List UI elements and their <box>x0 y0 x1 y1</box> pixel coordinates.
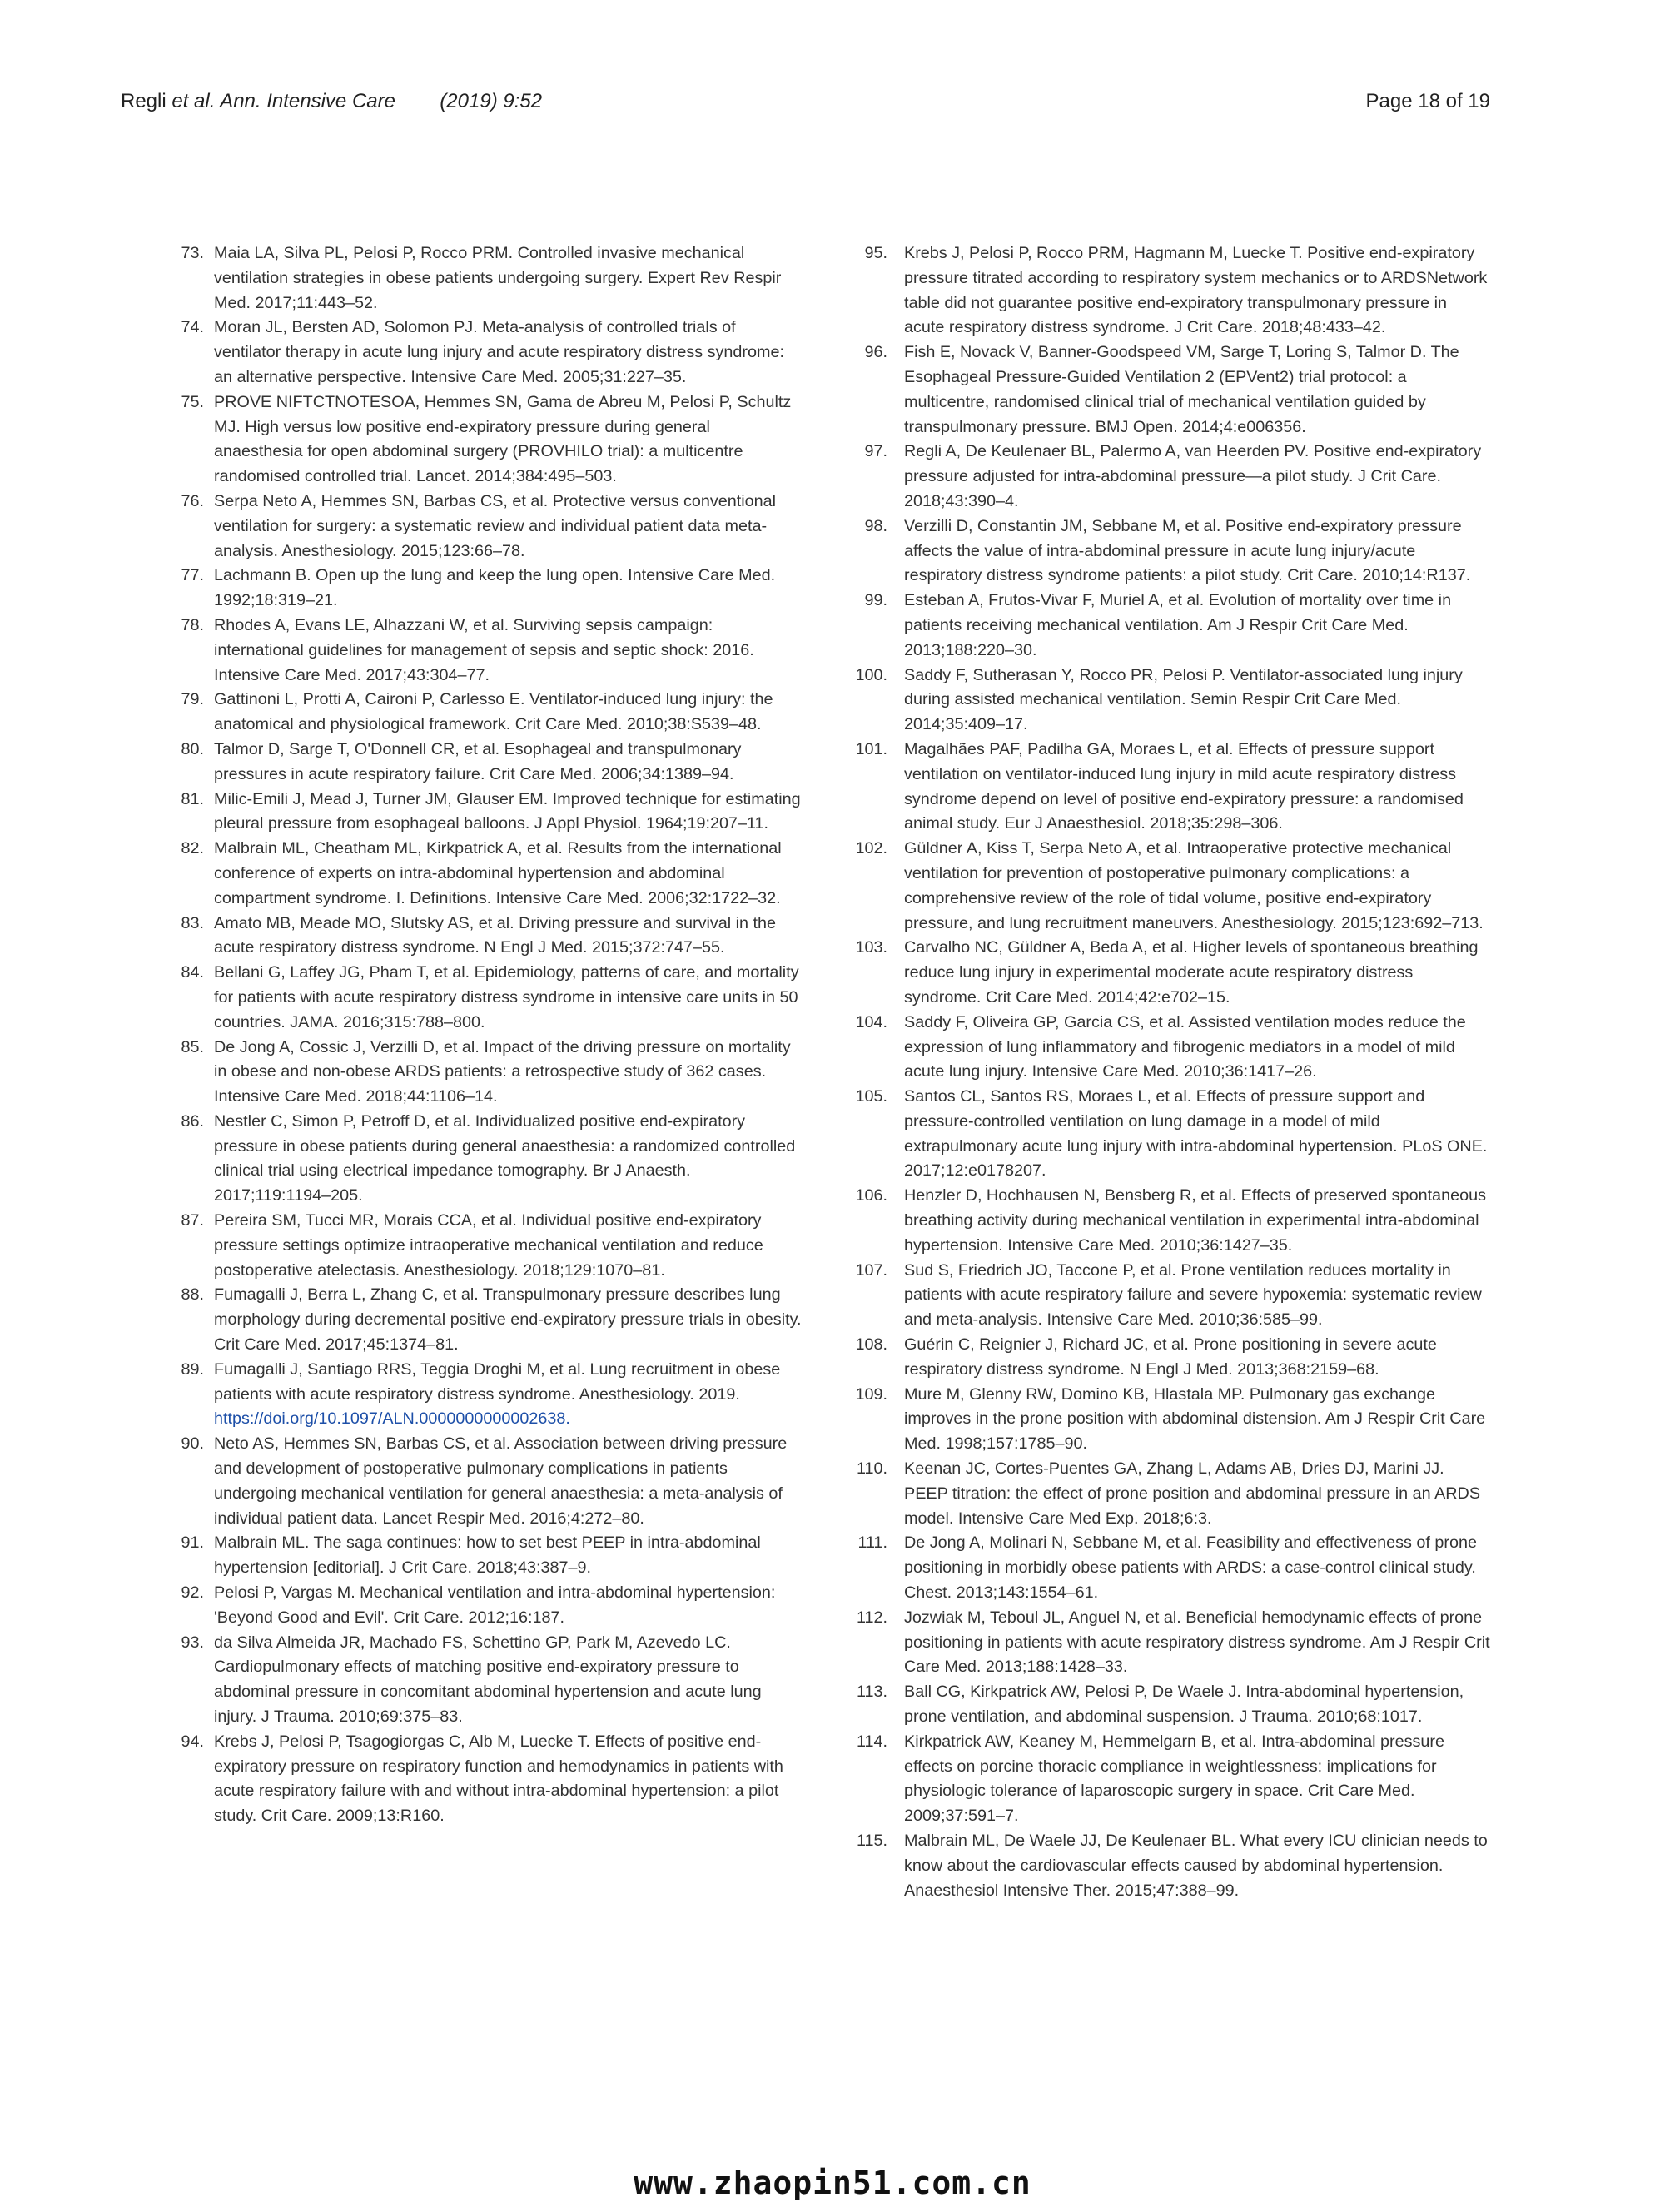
reference-number: 94. <box>181 1732 204 1751</box>
reference-item <box>857 1259 1490 1333</box>
reference-number: 81. <box>181 789 204 808</box>
reference-number: 112. <box>856 1608 887 1627</box>
reference-number: 75. <box>181 392 204 411</box>
reference-item <box>171 1036 803 1110</box>
reference-number: 96. <box>864 343 887 362</box>
reference-number: 93. <box>181 1633 204 1652</box>
reference-item <box>171 912 803 962</box>
reference-text: Pelosi P, Vargas M. Mechanical ventilation and intra-abdominal hypertension: 'Beyond Good and Evil'. Crit Care. 2012;16:187. <box>214 1583 776 1627</box>
reference-item <box>171 614 803 688</box>
reference-item <box>171 1283 803 1357</box>
reference-text: Verzilli D, Constantin JM, Sebbane M, et al. Positive end-expiratory pressure affects the value of intra-abdominal pressure in acute lung injury/acute respiratory distress syndrome patients: a pilot study. Crit Care. 2010;14:R137. <box>904 516 1471 585</box>
reference-text: Moran JL, Bersten AD, Solomon PJ. Meta-analysis of controlled trials of ventilator therapy in acute lung injury and acute respiratory distress syndrome: an alternative perspective. Intensive Care Med. 2005;31:227–35. <box>214 318 784 386</box>
reference-text: da Silva Almeida JR, Machado FS, Schettino GP, Park M, Azevedo LC. Cardiopulmonary effects of matching positive end-expiratory pressure to abdominal pressure in concomitant abdominal hypertension and acute lung injury. J Trauma. 2010;69:375–83. <box>214 1633 762 1727</box>
reference-text: Pereira SM, Tucci MR, Morais CCA, et al. Individual positive end-expiratory pressure settings optimize intraoperative mechanical ventilation and reduce postoperative atelectasis. Anesthesiology. 2018;129:1070–81. <box>214 1211 763 1280</box>
reference-number: 92. <box>181 1583 204 1603</box>
reference-number: 84. <box>181 963 204 982</box>
reference-item <box>171 1631 803 1730</box>
reference-number: 79. <box>181 690 204 709</box>
reference-text: Talmor D, Sarge T, O'Donnell CR, et al. Esophageal and transpulmonary pressures in acute respiratory failure. Crit Care Med. 2006;34:1389–94. <box>214 739 742 783</box>
page-number: Page 18 of 19 <box>1365 90 1490 112</box>
reference-number: 106. <box>855 1186 887 1205</box>
reference-number: 102. <box>855 839 887 858</box>
reference-item <box>171 1432 803 1531</box>
reference-item <box>857 1680 1490 1730</box>
reference-text: Krebs J, Pelosi P, Tsagogiorgas C, Alb M, Luecke T. Effects of positive end-expiratory pressure on respiratory function and hemodynamics in patients with acute respiratory failure with and without intra-abdominal hypertension: a pilot study. Crit Care. 2009;13:R160. <box>214 1732 783 1826</box>
reference-number: 104. <box>855 1012 887 1031</box>
reference-number: 89. <box>181 1360 204 1379</box>
reference-number: 91. <box>181 1533 204 1553</box>
reference-number: 73. <box>181 244 204 262</box>
reference-text: Güldner A, Kiss T, Serpa Neto A, et al. Intraoperative protective mechanical ventilation for prevention of postoperative pulmonary complications: a comprehensive review of the role of tidal volume, positive end-expiratory pressure, and lung recruitment maneuvers. Anesthesiology. 2015;123:692–713. <box>904 839 1484 932</box>
reference-item <box>857 1011 1490 1085</box>
reference-text: Bellani G, Laffey JG, Pham T, et al. Epidemiology, patterns of care, and mortality for patients with acute respiratory distress syndrome in intensive care units in 50 countries. JAMA. 2016;315:788–800. <box>214 963 799 1031</box>
reference-item <box>857 837 1490 936</box>
reference-item <box>857 1333 1490 1383</box>
reference-item <box>857 589 1490 663</box>
reference-number: 97. <box>864 442 887 461</box>
watermark: www.zhaopin51.com.cn <box>634 2165 1031 2201</box>
reference-number: 98. <box>864 516 887 535</box>
reference-item <box>857 936 1490 1010</box>
reference-item <box>857 1383 1490 1457</box>
reference-item <box>857 1531 1490 1605</box>
reference-item <box>171 688 803 738</box>
reference-text: Rhodes A, Evans LE, Alhazzani W, et al. Surviving sepsis campaign: international guidelines for management of sepsis and septic shock: 2016. Intensive Care Med. 2017;43:304–77. <box>214 615 754 684</box>
reference-number: 90. <box>181 1434 204 1454</box>
reference-number: 82. <box>181 839 204 858</box>
reference-item <box>857 738 1490 837</box>
reference-item <box>171 1209 803 1283</box>
reference-text: Fumagalli J, Santiago RRS, Teggia Droghi M, et al. Lung recruitment in obese patients with acute respiratory distress syndrome. Anesthesiology. 2019. <box>214 1360 781 1404</box>
reference-number: 103. <box>855 938 887 957</box>
reference-number: 76. <box>181 491 204 510</box>
reference-text: Malbrain ML. The saga continues: how to set best PEEP in intra-abdominal hypertension [editorial]. J Crit Care. 2018;43:387–9. <box>214 1533 761 1578</box>
reference-number: 105. <box>855 1087 887 1106</box>
reference-item <box>857 1085 1490 1184</box>
reference-text: Esteban A, Frutos-Vivar F, Muriel A, et al. Evolution of mortality over time in patients receiving mechanical ventilation. Am J Respir Crit Care Med. 2013;188:220–30. <box>904 591 1452 659</box>
reference-number: 108. <box>855 1335 887 1355</box>
reference-text: Mure M, Glenny RW, Domino KB, Hlastala MP. Pulmonary gas exchange improves in the prone position with abdominal distension. Am J Respir Crit Care Med. 1998;157:1785–90. <box>904 1384 1486 1454</box>
reference-number: 83. <box>181 913 204 932</box>
reference-text: PROVE NIFTCTNOTESOA, Hemmes SN, Gama de Abreu M, Pelosi P, Schultz MJ. High versus low positive end-expiratory pressure during general anaesthesia for open abdominal surgery (PROVHILO trial): a multicentre randomised controlled trial. Lancet. 2014;384:495–503. <box>214 392 792 486</box>
reference-number: 77. <box>181 566 204 585</box>
reference-text: Amato MB, Meade MO, Slutsky AS, et al. Driving pressure and survival in the acute respiratory distress syndrome. N Engl J Med. 2015;372:747–55. <box>214 913 777 957</box>
reference-item <box>857 514 1490 589</box>
reference-number: 80. <box>181 739 204 758</box>
reference-item <box>171 738 803 788</box>
reference-text: Neto AS, Hemmes SN, Barbas CS, et al. Association between driving pressure and development of postoperative pulmonary complications in patients undergoing mechanical ventilation for general anaesthesia: a meta-analysis of individual patient data. Lancet Respir Med. 2016;4:272–80. <box>214 1434 788 1528</box>
reference-text: Krebs J, Pelosi P, Rocco PRM, Hagmann M, Luecke T. Positive end-expiratory pressure titrated according to respiratory system mechanics or to ARDSNetwork table did not guarantee positive end-expiratory transpulmonary pressure in acute respiratory distress syndrome. J Crit Care. 2018;48:433–42. <box>904 244 1488 337</box>
reference-item <box>857 1730 1490 1829</box>
reference-text: Ball CG, Kirkpatrick AW, Pelosi P, De Waele J. Intra-abdominal hypertension, prone ventilation, and abdominal suspension. J Trauma. 2010;68:1017. <box>904 1683 1464 1727</box>
reference-text: Henzler D, Hochhausen N, Bensberg R, et al. Effects of preserved spontaneous breathing activity during mechanical ventilation in experimental intra-abdominal hypertension. Intensive Care Med. 2010;36:1427–35. <box>904 1186 1486 1255</box>
reference-text: Milic-Emili J, Mead J, Turner JM, Glauser EM. Improved technique for estimating pleural pressure from esophageal balloons. J Appl Physiol. 1964;19:207–11. <box>214 789 801 833</box>
reference-number: 88. <box>181 1285 204 1305</box>
reference-number: 115. <box>856 1832 887 1850</box>
reference-item <box>171 241 803 316</box>
reference-text: Jozwiak M, Teboul JL, Anguel N, et al. Beneficial hemodynamic effects of prone positioning in patients with acute respiratory distress syndrome. Am J Respir Crit Care Med. 2013;188:1428–33. <box>904 1608 1490 1677</box>
reference-item <box>857 241 1490 340</box>
reference-text: Fumagalli J, Berra L, Zhang C, et al. Transpulmonary pressure describes lung morphology during decremental positive end-expiratory pressure trials in obesity. Crit Care Med. 2017;45:1374–81. <box>214 1285 802 1355</box>
reference-text: Saddy F, Sutherasan Y, Rocco PR, Pelosi P. Ventilator-associated lung injury during assisted mechanical ventilation. Semin Respir Crit Care Med. 2014;35:409–17. <box>904 665 1463 734</box>
reference-item <box>171 961 803 1035</box>
reference-text: Carvalho NC, Güldner A, Beda A, et al. Higher levels of spontaneous breathing reduce lung injury in experimental moderate acute respiratory distress syndrome. Crit Care Med. 2014;42:e702–15. <box>904 938 1479 1007</box>
reference-text: Fish E, Novack V, Banner-Goodspeed VM, Sarge T, Loring S, Talmor D. The Esophageal Pressure-Guided Ventilation 2 (EPVent2) trial protocol: a multicentre, randomised clinical trial of mechanical ventilation guided by transpulmonary pressure. BMJ Open. 2014;4:e006356. <box>904 343 1459 436</box>
reference-number: 107. <box>855 1260 887 1280</box>
references-column-left <box>171 241 803 1829</box>
reference-item <box>171 1358 803 1432</box>
reference-text: Guérin C, Reignier J, Richard JC, et al. Prone positioning in severe acute respiratory distress syndrome. N Engl J Med. 2013;368:2159–68. <box>904 1335 1437 1379</box>
reference-text: Keenan JC, Cortes-Puentes GA, Zhang L, Adams AB, Dries DJ, Marini JJ. PEEP titration: the effect of prone position and abdominal pressure in an ARDS model. Intensive Care Med Exp. 2018;6:3. <box>904 1459 1481 1528</box>
reference-text: De Jong A, Molinari N, Sebbane M, et al. Feasibility and effectiveness of prone positioning in morbidly obese patients with ARDS: a case-control clinical study. Chest. 2013;143:1554–61. <box>904 1533 1477 1603</box>
reference-item <box>171 1531 803 1581</box>
reference-number: 87. <box>181 1211 204 1230</box>
reference-number: 113. <box>856 1683 887 1702</box>
reference-item <box>171 1730 803 1829</box>
reference-number: 101. <box>855 739 887 758</box>
citation-year: (2019) 9:52 <box>440 90 543 112</box>
reference-text: Malbrain ML, De Waele JJ, De Keulenaer BL. What every ICU clinician needs to know about the cardiovascular effects caused by abdominal hypertension. Anaesthesiol Intensive Ther. 2015;47:388–99. <box>904 1832 1488 1900</box>
reference-number: 86. <box>181 1111 204 1131</box>
reference-item <box>857 440 1490 514</box>
citation-journal: et al. Ann. Intensive Care <box>171 90 395 112</box>
reference-item <box>171 490 803 564</box>
reference-item <box>857 1606 1490 1680</box>
references-column-right <box>857 241 1490 1903</box>
reference-number: 99. <box>864 591 887 610</box>
reference-item <box>171 837 803 911</box>
reference-item <box>857 1184 1490 1258</box>
page-header <box>121 90 1490 120</box>
reference-number: 110. <box>856 1459 887 1479</box>
reference-number: 95. <box>864 244 887 262</box>
reference-text: Malbrain ML, Cheatham ML, Kirkpatrick A, et al. Results from the international conference of experts on intra-abdominal hypertension and abdominal compartment syndrome. I. Definitions. Intensive Care Med. 2006;32:1722–32. <box>214 839 782 907</box>
reference-text: Serpa Neto A, Hemmes SN, Barbas CS, et al. Protective versus conventional ventilation for surgery: a systematic review and individual patient data meta-analysis. Anesthesiology. 2015;123:66–78. <box>214 491 777 560</box>
reference-item <box>857 340 1490 440</box>
reference-number: 78. <box>181 615 204 634</box>
reference-doi-link[interactable]: https://doi.org/10.1097/ALN.0000000000002638. <box>214 1409 570 1429</box>
reference-item <box>171 788 803 838</box>
reference-number: 74. <box>181 318 204 337</box>
running-citation <box>121 90 542 113</box>
reference-text: Santos CL, Santos RS, Moraes L, et al. Effects of pressure support and pressure-controlled ventilation on lung damage in a model of mild extrapulmonary acute lung injury with intra-abdominal hypertension. PLoS ONE. 2017;12:e0178207. <box>904 1087 1488 1181</box>
reference-number: 114. <box>856 1732 887 1751</box>
reference-item <box>857 1457 1490 1531</box>
reference-text: Lachmann B. Open up the lung and keep the lung open. Intensive Care Med. 1992;18:319–21. <box>214 566 776 610</box>
reference-number: 109. <box>855 1384 887 1404</box>
reference-item <box>857 1829 1490 1903</box>
reference-number: 111. <box>857 1533 887 1553</box>
reference-item <box>171 1581 803 1631</box>
citation-author: Regli <box>121 90 166 112</box>
reference-text: Magalhães PAF, Padilha GA, Moraes L, et al. Effects of pressure support ventilation on ventilator-induced lung injury in mild acute respiratory distress syndrome depend on level of positive end-expiratory pressure: a randomised animal study. Eur J Anaesthesiol. 2018;35:298–306. <box>904 739 1464 833</box>
reference-item <box>171 1110 803 1209</box>
reference-item <box>171 390 803 490</box>
reference-text: De Jong A, Cossic J, Verzilli D, et al. Impact of the driving pressure on mortality in obese and non-obese ARDS patients: a retrospective study of 362 cases. Intensive Care Med. 2018;44:1106–14. <box>214 1037 791 1106</box>
reference-text: Kirkpatrick AW, Keaney M, Hemmelgarn B, et al. Intra-abdominal pressure effects on porcine thoracic compliance in weightlessness: implications for physiologic tolerance of laparoscopic surgery in space. Crit Care Med. 2009;37:591–7. <box>904 1732 1445 1826</box>
reference-text: Saddy F, Oliveira GP, Garcia CS, et al. Assisted ventilation modes reduce the expression of lung inflammatory and fibrogenic mediators in a model of mild acute lung injury. Intensive Care Med. 2010;36:1417–26. <box>904 1012 1466 1081</box>
reference-number: 100. <box>855 665 887 684</box>
reference-text: Regli A, De Keulenaer BL, Palermo A, van Heerden PV. Positive end-expiratory pressure adjusted for intra-abdominal pressure—a pilot study. J Crit Care. 2018;43:390–4. <box>904 442 1482 510</box>
reference-item <box>171 316 803 390</box>
reference-number: 85. <box>181 1037 204 1056</box>
reference-text: Gattinoni L, Protti A, Caironi P, Carlesso E. Ventilator-induced lung injury: the anatomical and physiological framework. Crit Care Med. 2010;38:S539–48. <box>214 690 773 734</box>
reference-item <box>857 664 1490 738</box>
reference-text: Maia LA, Silva PL, Pelosi P, Rocco PRM. Controlled invasive mechanical ventilation strategies in obese patients undergoing surgery. Expert Rev Respir Med. 2017;11:443–52. <box>214 244 782 312</box>
reference-text: Nestler C, Simon P, Petroff D, et al. Individualized positive end-expiratory pressure in obese patients during general anaesthesia: a randomized controlled clinical trial using electrical impedance tomography. Br J Anaesth. 2017;119:1194–205. <box>214 1111 796 1205</box>
reference-item <box>171 564 803 614</box>
reference-text: Sud S, Friedrich JO, Taccone P, et al. Prone ventilation reduces mortality in patients with acute respiratory failure and severe hypoxemia: systematic review and meta-analysis. Intensive Care Med. 2010;36:585–99. <box>904 1260 1482 1330</box>
